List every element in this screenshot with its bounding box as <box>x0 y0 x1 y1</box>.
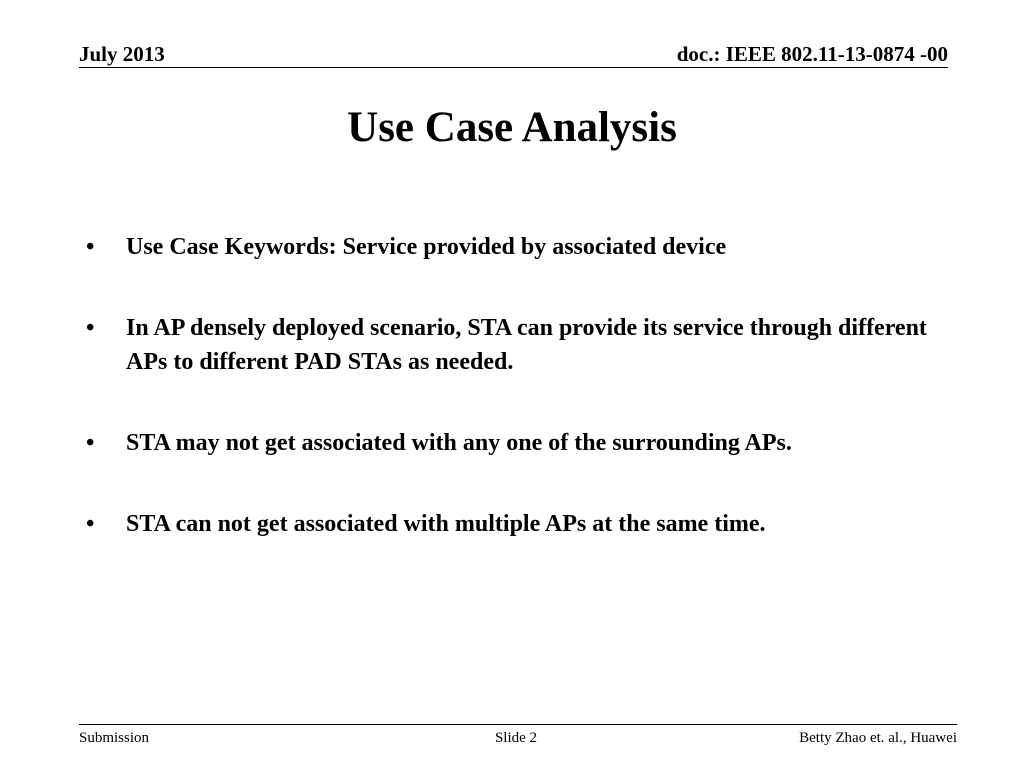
bullet-text: STA can not get associated with multiple APs at the same time. <box>126 511 766 537</box>
bullet-marker: • <box>86 430 95 456</box>
footer-slide-number: Slide 2 <box>494 730 538 746</box>
bullet-item <box>86 311 946 379</box>
bullet-item <box>86 507 946 541</box>
bullet-text: STA may not get associated with any one of the surrounding APs. <box>126 430 792 456</box>
slide-title: Use Case Analysis <box>347 104 677 151</box>
bullet-list <box>86 230 946 588</box>
header-doc-id: doc.: IEEE 802.11-13-0874 -00 <box>676 42 948 66</box>
footer-divider <box>79 724 957 725</box>
bullet-item <box>86 426 946 460</box>
footer-submission: Submission <box>79 730 150 746</box>
bullet-text: In AP densely deployed scenario, STA can provide its service through different APs to different PAD STAs as needed. <box>126 315 927 375</box>
bullet-text: Use Case Keywords: Service provided by associated device <box>126 234 727 260</box>
header-date: July 2013 <box>79 42 165 66</box>
bullet-marker: • <box>86 511 95 537</box>
bullet-item <box>86 230 946 264</box>
header-divider <box>79 67 948 68</box>
bullet-marker: • <box>86 234 95 260</box>
bullet-marker: • <box>86 315 95 341</box>
footer-author: Betty Zhao et. al., Huawei <box>799 730 957 746</box>
